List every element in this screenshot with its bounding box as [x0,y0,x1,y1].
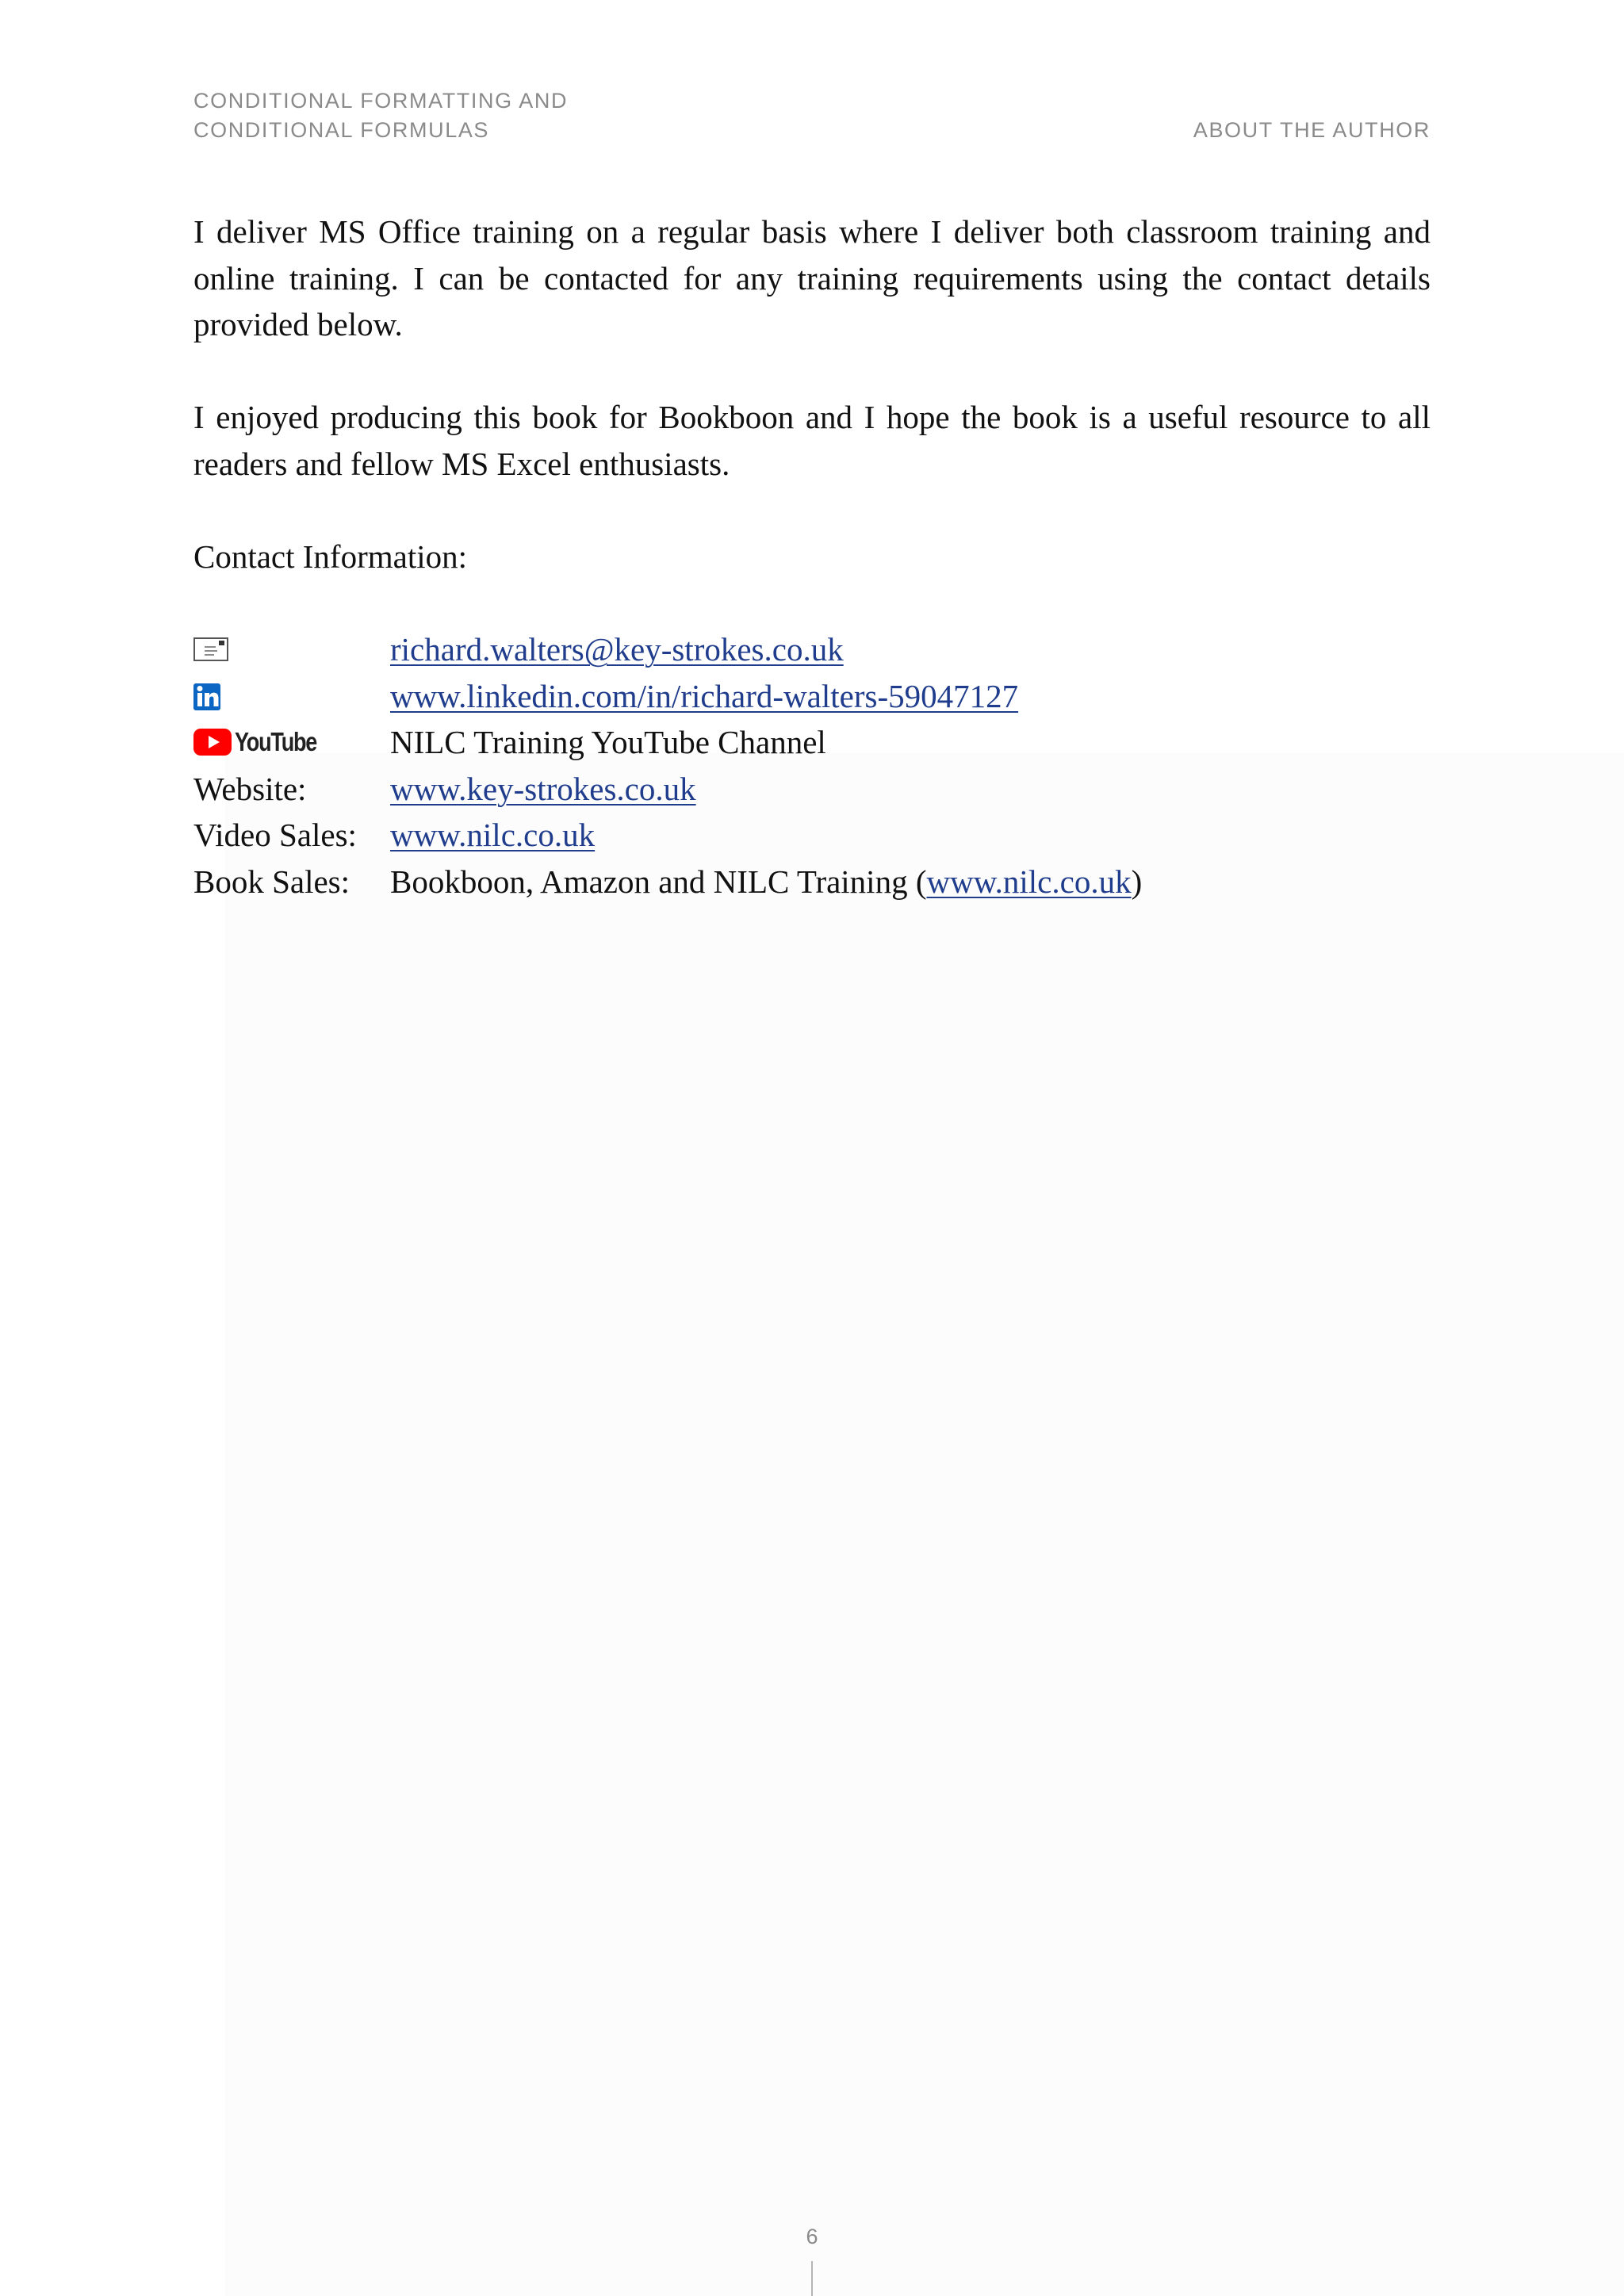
youtube-logo [193,727,335,757]
envelope-icon [193,637,228,661]
contact-heading: Contact Information: [193,538,467,575]
book-sales-link[interactable]: www.nilc.co.uk [926,863,1132,900]
website-link[interactable]: www.key-strokes.co.uk [390,770,696,807]
header-title-line2: CONDITIONAL FORMULAS [193,118,490,142]
youtube-play-icon [193,729,232,756]
running-header-title [193,86,568,145]
contact-row-email [193,626,1142,673]
linkedin-link[interactable]: www.linkedin.com/in/richard-walters-59047127 [390,677,1019,714]
running-header-section: ABOUT THE AUTHOR [1193,118,1431,142]
book-sales-value [390,863,1142,901]
video-sales-link[interactable]: www.nilc.co.uk [390,817,596,854]
contact-table [193,626,1142,905]
youtube-logo-text: YouTube [235,727,317,757]
contact-row-linkedin [193,673,1142,720]
book-sales-label: Book Sales: [193,863,350,900]
contact-row-book-sales [193,859,1142,905]
page-background-tint [225,753,1624,2296]
header-title-line1: CONDITIONAL FORMATTING AND [193,89,569,113]
paragraph-training: I deliver MS Office training on a regular basis where I deliver both classroom training and online training. I can be contacted for any training requirements using the contact details provided below. [193,213,1431,342]
page-number-rule [811,2261,813,2296]
contact-row-youtube [193,719,1142,766]
email-link[interactable]: richard.walters@key-strokes.co.uk [390,631,844,668]
book-sales-text: Bookboon, Amazon and NILC Training ( [390,863,927,900]
youtube-channel-text: NILC Training YouTube Channel [390,724,826,761]
video-sales-label: Video Sales: [193,817,357,854]
contact-row-video-sales [193,812,1142,859]
page-number: 6 [806,2225,818,2248]
website-label: Website: [193,770,307,807]
linkedin-icon [193,682,222,710]
book-sales-close: ) [1131,863,1143,900]
paragraph-bookboon: I enjoyed producing this book for Bookboon and I hope the book is a useful resource to all readers and fellow MS Excel enthusiasts. [193,399,1431,482]
contact-row-website [193,766,1142,813]
